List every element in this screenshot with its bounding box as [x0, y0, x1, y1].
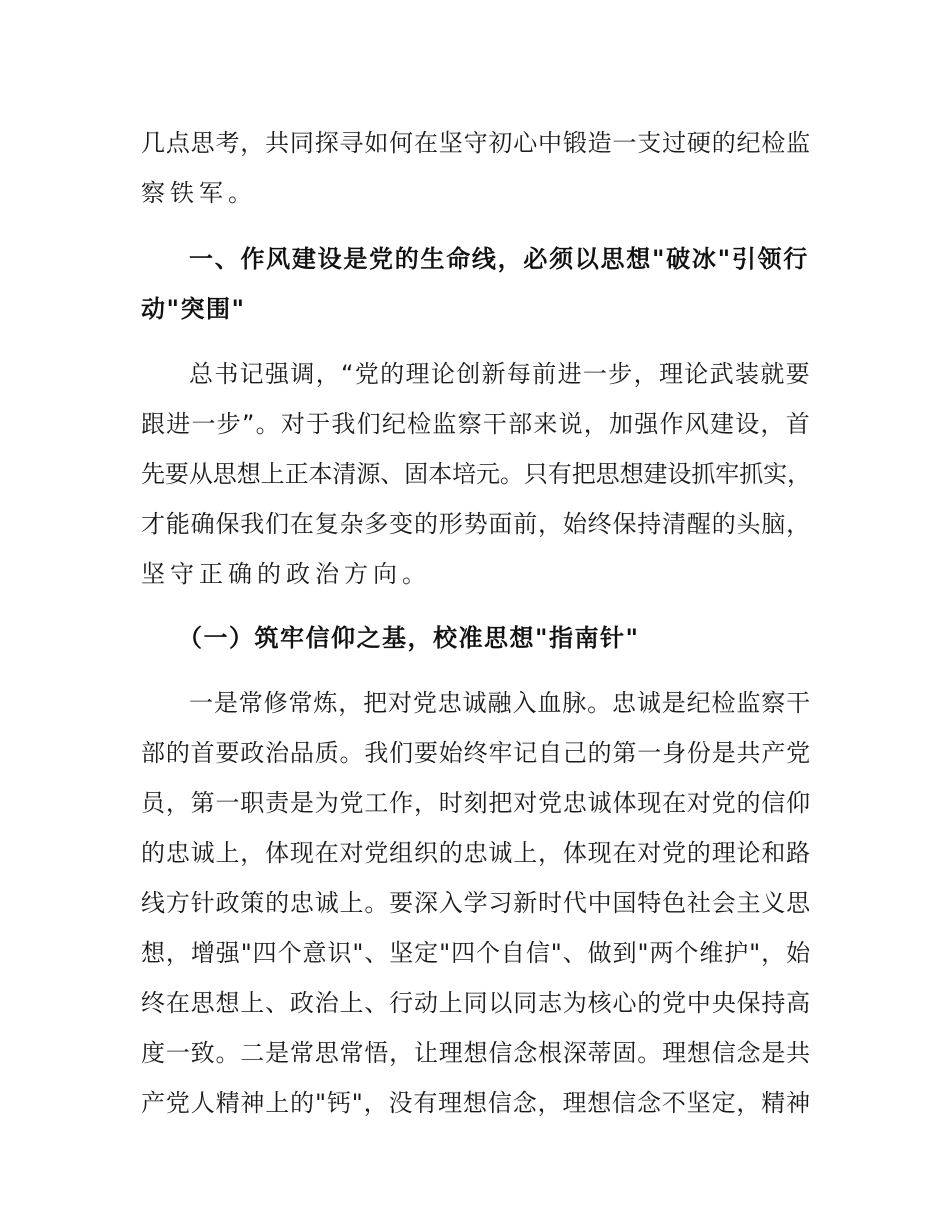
body-line: 部的首要政治品质。我们要始终牢记自己的第一身份是共产党: [141, 739, 811, 767]
intro-line: 几点思考，共同探寻如何在坚守初心中锻造一支过硬的纪检监: [141, 129, 811, 157]
body-line: 的忠诚上，体现在对党组织的忠诚上，体现在对党的理论和路: [141, 839, 811, 867]
body-line: 一是常修常炼，把对党忠诚融入血脉。忠诚是纪检监察干: [189, 689, 811, 717]
body-line: 坚守正确的政治方向。: [141, 560, 431, 588]
body-line: 员，第一职责是为党工作，时刻把对党忠诚体现在对党的信仰: [141, 789, 811, 817]
body-line: 才能确保我们在复杂多变的形势面前，始终保持清醒的头脑，: [141, 510, 811, 538]
body-line: 度一致。二是常思常悟，让理想信念根深蒂固。理想信念是共: [141, 1039, 811, 1067]
body-line: 终在思想上、政治上、行动上同以同志为核心的党中央保持高: [141, 989, 811, 1017]
section-heading: 动"突围": [141, 295, 246, 323]
body-line: 总书记强调，“党的理论创新每前进一步，理论武装就要: [189, 360, 811, 388]
body-line: 先要从思想上正本清源、固本培元。只有把思想建设抓牢抓实，: [141, 460, 812, 488]
intro-line: 察铁军。: [141, 179, 257, 207]
body-line: 想，增强"四个意识"、坚定"四个自信"、做到"两个维护"，始: [141, 939, 811, 967]
body-line: 产党人精神上的"钙"，没有理想信念，理想信念不坚定，精神: [141, 1089, 811, 1117]
subsection-heading: （一）筑牢信仰之基，校准思想"指南针": [178, 624, 640, 652]
body-line: 线方针政策的忠诚上。要深入学习新时代中国特色社会主义思: [141, 889, 811, 917]
body-line: 跟进一步”。对于我们纪检监察干部来说，加强作风建设，首: [141, 410, 811, 438]
section-heading: 一、作风建设是党的生命线，必须以思想"破冰"引领行: [189, 245, 809, 273]
